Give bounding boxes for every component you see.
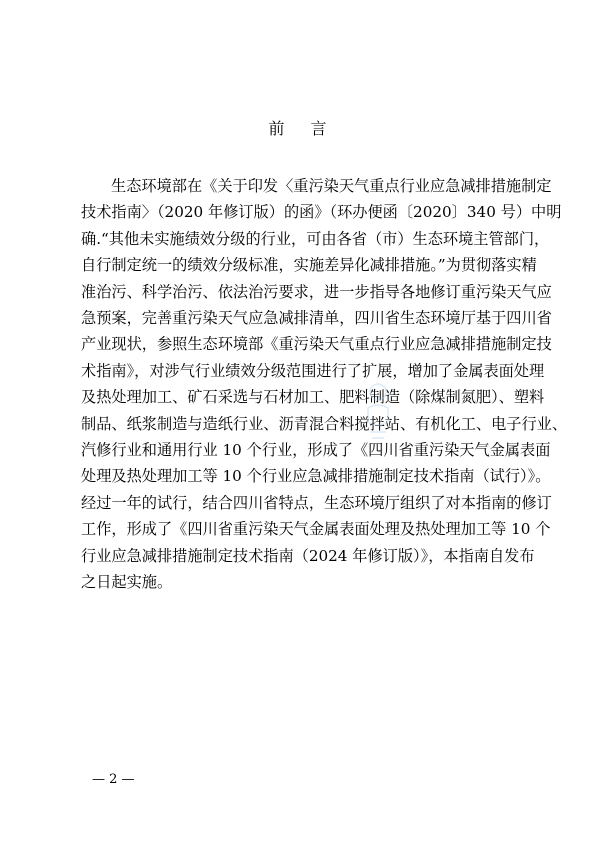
text-line: 术指南》，对涉气行业绩效分级范围进行了扩展，增加了金属表面处理 <box>81 361 545 380</box>
text-line: 制品、纸浆制造与造纸行业、沥青混合料搅拌站、有机化工、电子行业、 <box>81 414 567 433</box>
text-line: 准治污、科学治污、依法治污要求，进一步指导各地修订重污染天气应 <box>81 282 552 301</box>
page-number: — 2 — <box>92 772 135 787</box>
text-line: 产业现状，参照生态环境部《重污染天气重点行业应急减排措施制定技 <box>81 335 552 354</box>
text-line: 确.“其他未实施绩效分级的行业，可由各省（市）生态环境主管部门， <box>81 229 550 248</box>
text-line: 自行制定统一的绩效分级标准，实施差异化减排措施。”为贯彻落实精 <box>81 256 537 275</box>
page-title-part2: 言 <box>310 119 327 138</box>
text-line: 生态环境部在《关于印发〈重污染天气重点行业应急减排措施制定 <box>111 177 552 195</box>
page-title <box>0 116 595 139</box>
text-line: 汽修行业和通用行业 10 个行业，形成了《四川省重污染天气金属表面 <box>81 441 551 460</box>
text-line: 及热处理加工、矿石采选与石材加工、肥料制造（除煤制氮肥）、塑料 <box>81 388 545 407</box>
text-line: 技术指南〉（2020 年修订版）的函》（环办便函〔2020〕340 号）中明 <box>81 203 562 222</box>
text-line: 工作，形成了《四川省重污染天气金属表面处理及热处理加工等 10 个 <box>81 520 551 539</box>
text-line: 经过一年的试行，结合四川省特点，生态环境厅组织了对本指南的修订 <box>81 493 552 512</box>
text-line: 急预案，完善重污染天气应急减排清单，四川省生态环境厅基于四川省 <box>81 309 552 328</box>
page-title-part1: 前 <box>268 119 285 138</box>
text-line: 之日起实施。 <box>81 573 173 592</box>
text-line: 处理及热处理加工等 10 个行业应急减排措施制定技术指南（试行）》。 <box>81 467 551 486</box>
foreword-paragraph <box>81 173 567 596</box>
text-line: 行业应急减排措施制定技术指南（2024 年修订版）》，本指南自发布 <box>81 546 535 565</box>
